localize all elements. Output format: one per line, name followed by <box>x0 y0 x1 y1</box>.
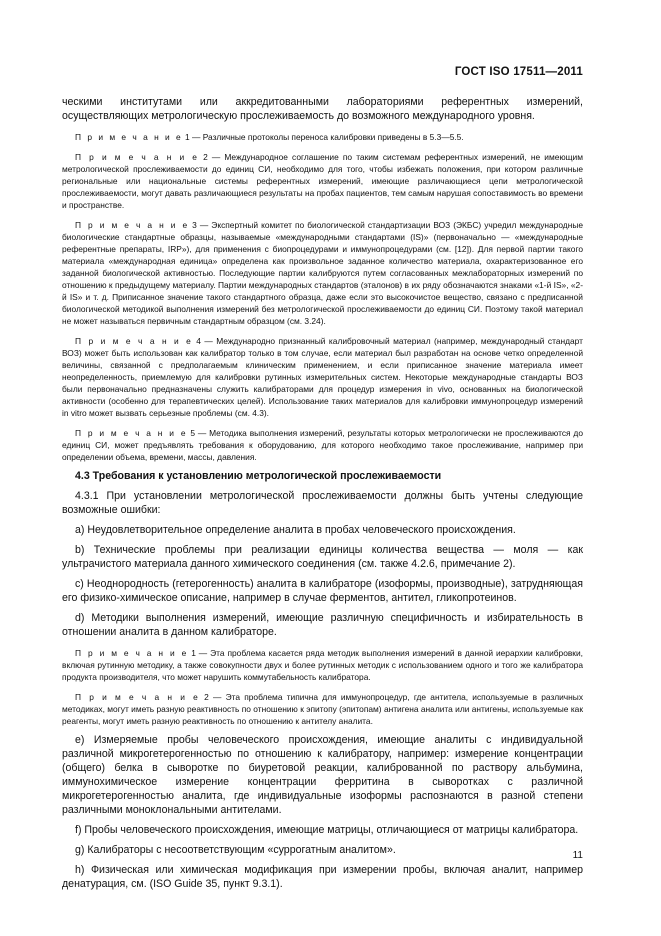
note-paragraph <box>62 131 583 143</box>
paragraph-text: 5 — Методика выполнения измерений, результаты которых метрологически не прослеживаются до единиц СИ, может предъявлять требования к оборудованию, для которого необходимо такое прослеживание, например при определении объема, времени, массы, давления. <box>62 428 583 462</box>
paragraph-text: 3 — Экспертный комитет по биологической стандартизации ВОЗ (ЭКБС) учредил международные биологические стандартные образцы, называемые «международными стандартами (IS)» (первоначально — «международные референтные препараты, IRP»), для применения с биопроцедурами и иммунопроцедурами (см. [12]). Для первой партии такого материала «международная единица» определена как произвольное заданное количество материала, охарактеризованное его заданной биологической активностью. Последующие партии калибруются путем согласованных межлабораторных измерений по отношению к предыдущему материалу. Партии международных стандартов (эталонов) в их ряду обозначаются знаками «1-й IS», «2-й IS» и т. д. Приписанное значение такого стандартного образца, даже если это высокочистое вещество, связано с предписанной биологической методикой выполнения измерений без метрологической прослеживаемости до единиц СИ. Поэтому такой материал не может называться первичным стандартным образцом (см. 3.24). <box>62 220 583 326</box>
paragraph-text: 1 — Эта проблема касается ряда методик выполнения измерений в данной иерархии калибровки, включая рутинную методику, а также совокупности двух и более рутинных методик с использованием одного и того же калибратора продукта производителя, что может нарушить коммутабельность калибратора. <box>62 648 583 682</box>
body-paragraph <box>62 577 583 605</box>
page-number: 11 <box>572 850 583 861</box>
paragraph-text: 1 — Различные протоколы переноса калибровки приведены в 5.3—5.5. <box>182 132 464 142</box>
body-paragraph <box>62 843 583 857</box>
body-paragraph <box>62 823 583 837</box>
paragraph-text: а) Неудовлетворительное определение аналита в пробах человеческого происхождения. <box>75 524 516 536</box>
body-paragraph <box>62 611 583 639</box>
paragraph-text: е) Измеряемые пробы человеческого происхождения, имеющие аналиты с индивидуальной различной микрогетерогенностью по отношению к калибратору, например: измерение концентрации (общего) белка в сыворотке по биуретовой реакции, калиброванной по раствору альбумина, иммунохимическое измерение концентрации ферритина в сыворотках с различной микрогетерогенностью аналита, где индивидуальные изоформы распознаются в разной степени различными моноклональными антителами. <box>62 734 583 816</box>
body-paragraph <box>62 543 583 571</box>
note-paragraph <box>62 219 583 327</box>
body-paragraph <box>62 489 583 517</box>
note-paragraph <box>62 647 583 683</box>
paragraph-text: 4.3.1 При установлении метрологической прослеживаемости должны быть учтены следующие возможные ошибки: <box>62 490 583 516</box>
note-label: П р и м е ч а н и е <box>75 152 199 162</box>
note-paragraph <box>62 427 583 463</box>
paragraph-text: g) Калибраторы с несоответствующим «суррогатным аналитом». <box>75 844 396 856</box>
note-paragraph <box>62 335 583 419</box>
body-paragraph <box>62 95 583 123</box>
section-heading <box>62 469 583 483</box>
paragraph-text: d) Методики выполнения измерений, имеющие различную специфичность и избирательность в отношении аналита в данном калибраторе. <box>62 612 583 638</box>
paragraph-text: ческими институтами или аккредитованными лабораториями референтных измерений, осуществляющих метрологическую прослеживаемость до возможного международного уровня. <box>62 96 583 122</box>
note-label: П р и м е ч а н и е <box>75 220 190 230</box>
paragraph-text: 4.3 Требования к установлению метрологической прослеживаемости <box>75 470 442 482</box>
document-header: ГОСТ ISO 17511—2011 <box>454 66 583 78</box>
body-paragraph <box>62 863 583 891</box>
paragraph-text: b) Технические проблемы при реализации единицы количества вещества — моля — как ультрачистого материала данного химического соединения (см. также 4.2.6, примечание 2). <box>62 544 583 570</box>
body-paragraph <box>62 523 583 537</box>
body-paragraph <box>62 733 583 817</box>
note-paragraph <box>62 151 583 211</box>
paragraph-text: f) Пробы человеческого происхождения, имеющие матрицы, отличающиеся от матрицы калибратора. <box>75 824 579 836</box>
note-label: П р и м е ч а н и е <box>75 132 183 142</box>
note-label: П р и м е ч а н и е <box>75 336 193 346</box>
note-label: П р и м е ч а н и е <box>75 428 188 438</box>
note-label: П р и м е ч а н и е <box>75 692 200 702</box>
paragraph-text: 2 — Эта проблема типична для иммунопроцедур, где антитела, используемые в различных методиках, могут иметь разную реактивность по отношению к эпитопу (эпитопам) антигена аналита или антигены, используемые как реагенты, могут иметь разную реактивность по отношению к антителу аналита. <box>62 692 584 726</box>
paragraph-text: 4 — Международно признанный калибровочный материал (например, международный стандарт ВОЗ) может быть использован как калибратор только в том случае, если материал был разработан на основе четко определенной величины, связанной с предполагаемым клиническим применением, и если приписанное значение материала имеет неопределенность, приемлемую для калибровки рутинных измерительных систем. Некоторые международные стандарты ВОЗ были первоначально предназначены служить калибраторами для процедур измерения in vivo, основанных на биологической активности (особенно для терапевтических целей). Использование таких материалов для калибровки иммунопроцедур измерений in vitro может вызвать серьезные проблемы (см. 4.3). <box>62 336 583 418</box>
paragraph-text: h) Физическая или химическая модификация при измерении пробы, включая аналит, например денатурация, см. (ISO Guide 35, пункт 9.3.1). <box>62 864 583 890</box>
paragraph-text: 2 — Международное соглашение по таким системам референтных измерений, не имеющим метрологической прослеживаемости до единиц СИ, необходимо для того, чтобы избежать положения, при котором различные региональные или национальные системы референтных измерений, имеющие различающиеся цепи метрологической прослеживаемости, могут давать различающиеся результаты на пробах пациентов, тем самым нарушая сопоставимость во времени и пространстве. <box>62 152 583 210</box>
note-paragraph <box>62 691 583 727</box>
paragraph-text: с) Неоднородность (гетерогенность) аналита в калибраторе (изоформы, производные), затрудняющая его физико-химическое описание, например в случае ферментов, антител, гликопротеинов. <box>62 578 583 604</box>
document-body <box>62 95 583 891</box>
note-label: П р и м е ч а н и е <box>75 648 189 658</box>
